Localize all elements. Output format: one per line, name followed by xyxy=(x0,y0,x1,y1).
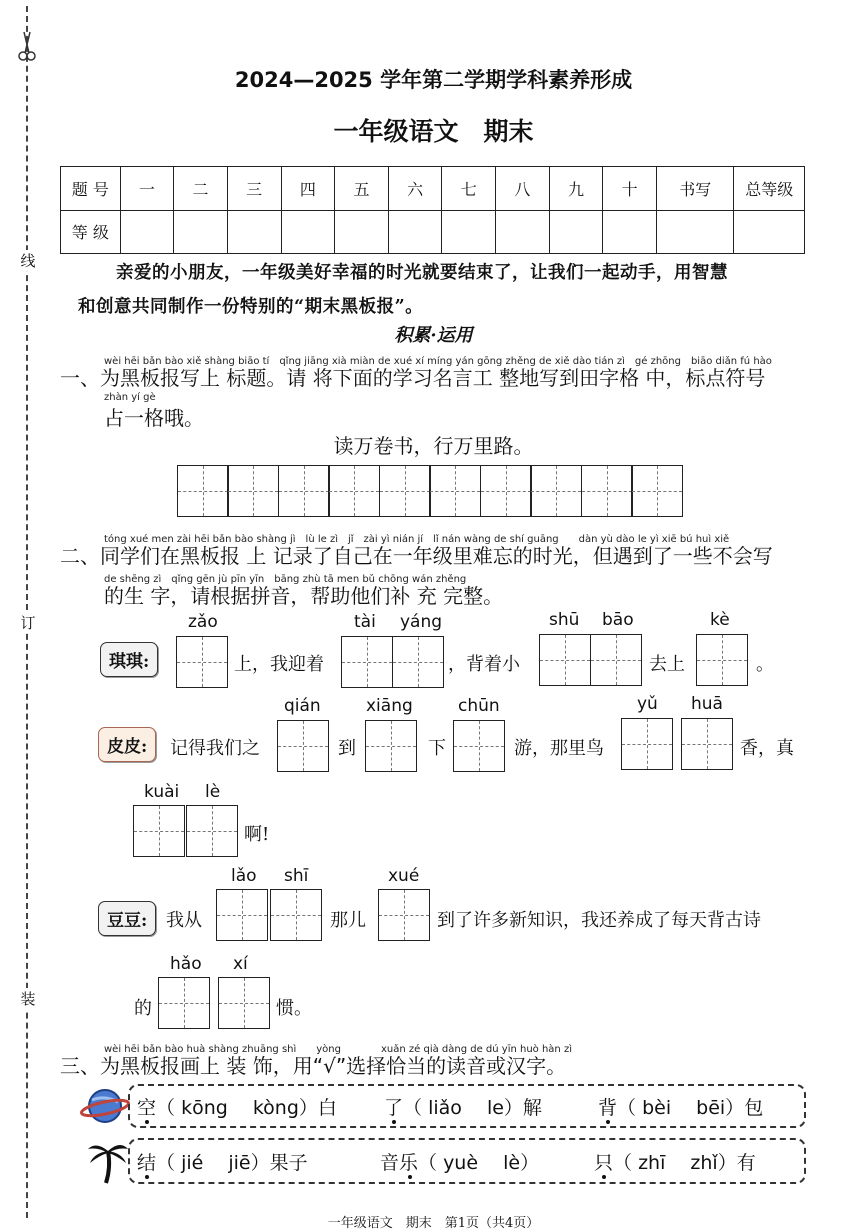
pinyin-shi: shī xyxy=(284,866,309,886)
grade-cell[interactable] xyxy=(734,210,805,254)
option-a[interactable]: liǎo xyxy=(428,1097,462,1119)
option-a[interactable]: zhī xyxy=(638,1152,666,1174)
choice-suffix: 果子 xyxy=(269,1152,308,1174)
intro-line-1: 亲爱的小朋友，一年级美好幸福的时光就要结束了，让我们一起动手，用智慧 xyxy=(116,263,728,283)
q1-prompt-2: 占一格哦。 xyxy=(104,406,204,430)
grade-cell[interactable] xyxy=(656,210,733,254)
emphasis-dot xyxy=(392,1120,396,1124)
qiqi-text-1: 上，我迎着 xyxy=(234,654,324,675)
binding-char-ding: 订 xyxy=(20,614,36,632)
pinyin-hua: huā xyxy=(691,694,723,714)
choice-jie: 结（ jié jiē）果子 xyxy=(137,1152,308,1174)
section-heading: 积累·运用 xyxy=(394,325,473,346)
grid-cell[interactable] xyxy=(177,465,229,517)
option-b[interactable]: jiē xyxy=(228,1152,251,1174)
emphasis-dot xyxy=(408,1175,412,1179)
pipi-text-4: 游，那里鸟 xyxy=(514,738,604,759)
pinyin-xue: xué xyxy=(388,866,420,886)
pipi-text-6: 啊! xyxy=(244,824,270,845)
header-cell: 六 xyxy=(388,167,442,211)
grid-cell[interactable] xyxy=(227,465,279,517)
grade-cell[interactable] xyxy=(120,210,174,254)
answer-box[interactable] xyxy=(696,634,748,686)
qiqi-text-3: 去上 xyxy=(649,654,685,675)
option-b[interactable]: lè xyxy=(503,1152,521,1174)
header-cell: 题 号 xyxy=(61,167,121,211)
answer-box[interactable] xyxy=(590,634,642,686)
answer-box[interactable] xyxy=(186,805,238,857)
pinyin-lao: lǎo xyxy=(231,866,257,886)
pipi-text-5: 香，真 xyxy=(740,738,794,759)
emphasis-dot xyxy=(145,1120,149,1124)
exam-subtitle: 一年级语文 期末 xyxy=(333,117,534,146)
answer-box[interactable] xyxy=(216,889,268,941)
header-cell: 三 xyxy=(227,167,281,211)
choice-char: 只 xyxy=(594,1152,614,1174)
answer-box[interactable] xyxy=(621,718,673,770)
pipi-text-3: 下 xyxy=(428,738,446,759)
speaker-pipi: 皮皮: xyxy=(98,727,156,762)
q1-pinyin-1: wèi hēi bǎn bào xiě shàng biāo tí qǐng jiāng xià miàn de xué xí míng yán gōng zhěng de xiě dào tián zì gé zhōng biāo diǎn fú hào xyxy=(104,356,772,367)
header-cell: 总等级 xyxy=(734,167,805,211)
grade-cell[interactable] xyxy=(388,210,442,254)
emphasis-dot xyxy=(602,1175,606,1179)
pinyin-yang: yáng xyxy=(400,612,443,632)
q1-prompt: 一、为黑板报写上 标题。请 将下面的学习名言工 整地写到田字格 中，标点符号 xyxy=(60,366,766,390)
scissors-icon xyxy=(17,28,37,64)
header-cell: 一 xyxy=(120,167,174,211)
q2-pinyin-2: de shēng zì qǐng gēn jù pīn yīn bāng zhù tā men bǔ chōng wán zhěng xyxy=(104,574,467,585)
choice-yinyue: 音乐（ yuè lè） xyxy=(380,1152,540,1174)
choice-suffix: 包 xyxy=(744,1097,764,1119)
grid-cell[interactable] xyxy=(278,465,330,517)
answer-box[interactable] xyxy=(453,720,505,772)
grade-cell[interactable] xyxy=(496,210,550,254)
grade-cell[interactable] xyxy=(174,210,228,254)
choice-kong: 空（ kōng kòng）白 xyxy=(137,1097,337,1119)
doudou-text-1: 我从 xyxy=(166,910,202,931)
option-a[interactable]: yuè xyxy=(443,1152,479,1174)
pinyin-xiang: xiāng xyxy=(366,696,413,716)
header-cell: 五 xyxy=(335,167,389,211)
option-a[interactable]: kōng xyxy=(181,1097,228,1119)
q3-prompt: 三、为黑板报画上 装 饰，用“√”选择恰当的读音或汉字。 xyxy=(60,1054,567,1078)
answer-box[interactable] xyxy=(392,636,444,688)
grid-cell[interactable] xyxy=(581,465,633,517)
pinyin-le: lè xyxy=(205,782,221,802)
option-b[interactable]: zhǐ xyxy=(690,1152,718,1174)
header-cell: 九 xyxy=(549,167,603,211)
header-cell: 八 xyxy=(496,167,550,211)
binding-char-xian: 线 xyxy=(20,252,36,270)
pinyin-zao: zǎo xyxy=(188,612,218,632)
emphasis-dot xyxy=(606,1120,610,1124)
choice-char: 了 xyxy=(384,1097,404,1119)
q2-prompt: 二、同学们在黑板报 上 记录了自己在一年级里难忘的时光，但遇到了一些不会写 xyxy=(60,544,773,568)
qiqi-text-4: 。 xyxy=(756,654,774,675)
answer-box[interactable] xyxy=(133,805,185,857)
choice-char: 背 xyxy=(598,1097,618,1119)
score-table xyxy=(60,166,805,254)
header-cell: 七 xyxy=(442,167,496,211)
proverb: 读万卷书，行万里路。 xyxy=(333,434,534,458)
speaker-doudou: 豆豆: xyxy=(98,901,156,936)
palm-tree-icon xyxy=(86,1137,130,1185)
answer-box[interactable] xyxy=(681,718,733,770)
doudou-text-2: 那儿 xyxy=(330,910,366,931)
grade-cell[interactable] xyxy=(335,210,389,254)
choice-char: 结 xyxy=(137,1152,157,1174)
pinyin-ke: kè xyxy=(710,610,730,630)
score-table-grade-row xyxy=(61,210,805,254)
option-a[interactable]: jié xyxy=(181,1152,204,1174)
binding-char-zhuang: 装 xyxy=(20,990,36,1008)
answer-box[interactable] xyxy=(218,977,270,1029)
answer-box[interactable] xyxy=(270,889,322,941)
choice-char: 音乐 xyxy=(380,1152,419,1174)
choice-suffix: 白 xyxy=(317,1097,337,1119)
answer-box[interactable] xyxy=(378,889,430,941)
header-cell: 二 xyxy=(174,167,228,211)
answer-box[interactable] xyxy=(158,977,210,1029)
answer-box[interactable] xyxy=(277,720,329,772)
answer-box[interactable] xyxy=(341,636,393,688)
doudou-text-4: 的 xyxy=(134,998,152,1019)
grade-cell[interactable] xyxy=(227,210,281,254)
pipi-text-1: 记得我们之 xyxy=(170,738,260,759)
grid-cell[interactable] xyxy=(328,465,380,517)
choice-bei: 背（ bèi bēi）包 xyxy=(598,1097,764,1119)
answer-box[interactable] xyxy=(365,720,417,772)
grade-cell[interactable] xyxy=(549,210,603,254)
grid-cell[interactable] xyxy=(379,465,431,517)
answer-box[interactable] xyxy=(539,634,591,686)
answer-box[interactable] xyxy=(176,636,228,688)
choice-zhi: 只（ zhī zhǐ）有 xyxy=(594,1152,756,1174)
q3-pinyin: wèi hēi bǎn bào huà shàng zhuāng shì yòng xuǎn zé qià dàng de dú yīn huò hàn zì xyxy=(104,1044,572,1055)
header-cell: 书写 xyxy=(656,167,733,211)
planet-icon xyxy=(80,1081,130,1131)
pinyin-hao: hǎo xyxy=(170,954,202,974)
choice-suffix: 解 xyxy=(522,1097,542,1119)
score-table-header-row xyxy=(61,167,805,211)
pinyin-bao: bāo xyxy=(602,610,634,630)
option-b[interactable]: bēi xyxy=(696,1097,726,1119)
doudou-text-5: 惯。 xyxy=(276,998,312,1019)
pinyin-shu: shū xyxy=(549,610,580,630)
pipi-text-2: 到 xyxy=(338,738,356,759)
header-cell: 十 xyxy=(603,167,657,211)
page-footer: 一年级语文 期末 第1页（共4页） xyxy=(327,1216,540,1231)
pinyin-yu: yǔ xyxy=(637,694,658,714)
intro-line-2: 和创意共同制作一份特别的“期末黑板报”。 xyxy=(78,297,424,317)
qiqi-text-2: ，背着小 xyxy=(448,654,520,675)
pinyin-kuai: kuài xyxy=(144,782,180,802)
pinyin-tai: tài xyxy=(354,612,376,632)
grade-label: 等 级 xyxy=(61,210,121,254)
q2-pinyin-1: tóng xué men zài hēi bǎn bào shàng jì lù le zì jǐ zài yì nián jí lǐ nán wàng de shí guāng dàn yù dào le yì xiē bú huì xiě xyxy=(104,534,730,545)
grid-cell[interactable] xyxy=(480,465,532,517)
doudou-text-3: 到了许多新知识，我还养成了每天背古诗 xyxy=(437,910,761,931)
option-a[interactable]: bèi xyxy=(642,1097,672,1119)
grid-cell[interactable] xyxy=(429,465,481,517)
header-cell: 四 xyxy=(281,167,335,211)
choice-char: 空 xyxy=(137,1097,157,1119)
speaker-qiqi: 琪琪: xyxy=(100,642,158,677)
q2-prompt-2: 的生 字，请根据拼音，帮助他们补 充 完整。 xyxy=(104,584,504,608)
pinyin-chun: chūn xyxy=(458,696,500,716)
writing-grid[interactable] xyxy=(178,465,683,517)
grid-cell[interactable] xyxy=(631,465,683,517)
grid-cell[interactable] xyxy=(530,465,582,517)
grade-cell[interactable] xyxy=(281,210,335,254)
option-b[interactable]: kòng xyxy=(252,1097,299,1119)
emphasis-dot xyxy=(145,1175,149,1179)
grade-cell[interactable] xyxy=(442,210,496,254)
option-b[interactable]: le xyxy=(486,1097,504,1119)
grade-cell[interactable] xyxy=(603,210,657,254)
pinyin-qian: qián xyxy=(284,696,321,716)
pinyin-xi: xí xyxy=(233,954,248,974)
exam-title: 2024—2025 学年第二学期学科素养形成 xyxy=(234,68,633,92)
q1-pinyin-2: zhàn yí gè xyxy=(104,392,156,403)
choice-suffix: 有 xyxy=(736,1152,756,1174)
choice-le: 了（ liǎo le）解 xyxy=(384,1097,542,1119)
